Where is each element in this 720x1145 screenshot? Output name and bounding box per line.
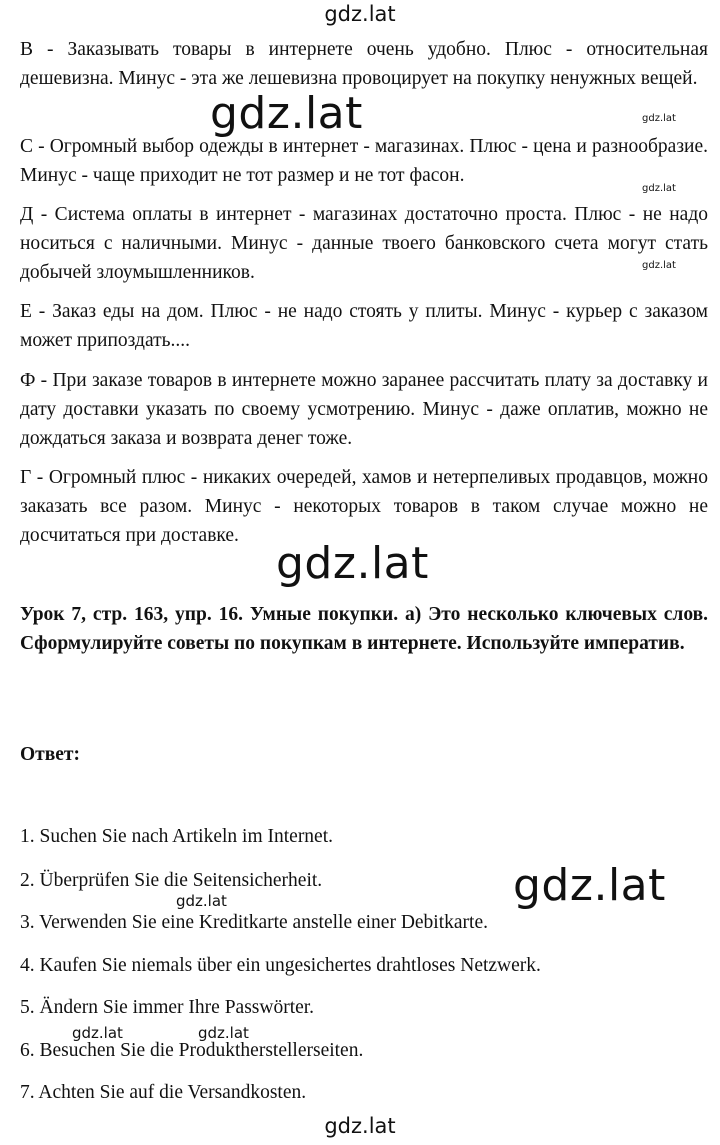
paragraph-e: E - Заказ еды на дом. Плюс - не надо стоять у плиты. Минус - курьер с заказом может припоздать.... xyxy=(20,301,708,351)
paragraph-b: B - Заказывать товары в интернете очень удобно. Плюс - относительная дешевизна. Минус - эта же лешевизна провоцирует на покупку ненужных вещей. xyxy=(20,39,708,89)
watermark-small-1: gdz.lat xyxy=(642,113,676,124)
answer-item-2: 2. Überprüfen Sie die Seitensicherheit. xyxy=(20,870,323,891)
answer-item-5: 5. Ändern Sie immer Ihre Passwörter. xyxy=(20,997,315,1018)
watermark-small-3: gdz.lat xyxy=(642,260,676,271)
paragraph-c: C - Огромный выбор одежды в интернет - магазинах. Плюс - цена и разнообразие. Минус - чаще приходит не тот размер и не тот фасон. xyxy=(20,136,708,186)
answer-item-7: 7. Achten Sie auf die Versandkosten. xyxy=(20,1082,307,1103)
paragraph-d: Д - Система оплаты в интернет - магазинах достаточно проста. Плюс - не надо носиться с наличными. Минус - данные твоего банковского счета могут стать добычей злоумышленников. xyxy=(20,204,708,283)
paragraph-g: Г - Огромный плюс - никаких очередей, хамов и нетерпеливых продавцов, можно заказать все разом. Минус - некоторых товаров в таком случае можно не досчитаться при доставке. xyxy=(20,467,708,546)
watermark-large-1: gdz.lat xyxy=(210,88,363,139)
watermark-small-2: gdz.lat xyxy=(642,183,676,194)
watermark-bottom: gdz.lat xyxy=(324,1114,396,1138)
watermark-medium-3: gdz.lat xyxy=(198,1024,249,1042)
answer-item-3: 3. Verwenden Sie eine Kreditkarte anstelle einer Debitkarte. xyxy=(20,912,488,933)
answer-item-6: 6. Besuchen Sie die Produktherstellerseiten. xyxy=(20,1040,364,1061)
watermark-medium-1: gdz.lat xyxy=(176,892,227,910)
task-heading: Урок 7, стр. 163, упр. 16. Умные покупки. а) Это несколько ключевых слов. Сформулируйте советы по покупкам в интернете. Используйте императив. xyxy=(20,604,708,654)
answer-item-1: 1. Suchen Sie nach Artikeln im Internet. xyxy=(20,826,334,847)
watermark-large-3: gdz.lat xyxy=(513,860,666,911)
watermark-medium-2: gdz.lat xyxy=(72,1024,123,1042)
answer-item-4: 4. Kaufen Sie niemals über ein ungesichertes drahtloses Netzwerk. xyxy=(20,955,541,976)
paragraph-f: Ф - При заказе товаров в интернете можно заранее рассчитать плату за доставку и дату доставки указать по своему усмотрению. Минус - даже оплатив, можно не дождаться заказа и возврата денег тоже. xyxy=(20,370,708,449)
watermark-large-2: gdz.lat xyxy=(276,538,429,589)
answer-label: Ответ: xyxy=(20,744,81,765)
watermark-top: gdz.lat xyxy=(324,2,396,26)
